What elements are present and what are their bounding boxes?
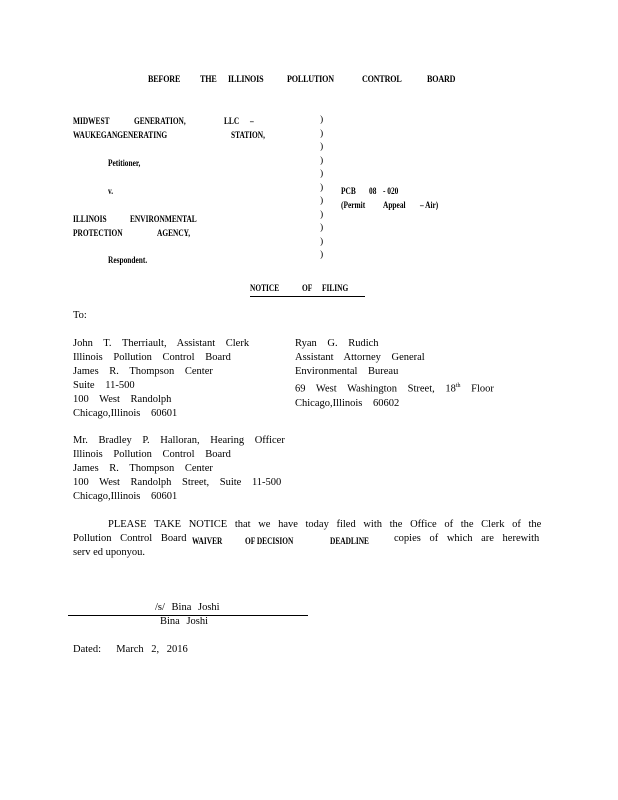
paren: ) <box>320 223 324 233</box>
address-line: Assistant Attorney General <box>295 352 425 363</box>
address-line: Environmental Bureau <box>295 366 399 377</box>
address-line: James R. Thompson Center <box>73 366 213 377</box>
petitioner-role: Petitioner, <box>108 158 141 168</box>
address-line: Chicago,Illinois 60601 <box>73 491 178 502</box>
address-line: Chicago,Illinois 60601 <box>73 408 178 419</box>
to-label: To: <box>73 310 87 321</box>
heading-word: ILLINOIS <box>228 75 264 85</box>
address-line: Illinois Pollution Control Board <box>73 352 231 363</box>
address-line: Mr. Bradley P. Halloran, Hearing Officer <box>73 435 285 446</box>
respondent-name: PROTECTION <box>73 228 123 238</box>
document-title: WAIVER <box>192 536 223 546</box>
address-line <box>295 379 494 397</box>
paren: ) <box>320 182 324 193</box>
paren: ) <box>320 115 324 125</box>
heading-word: BOARD <box>427 75 456 85</box>
case-type: Appeal <box>383 200 406 210</box>
petitioner-name: MIDWEST <box>73 116 110 126</box>
respondent-name: ILLINOIS <box>73 214 107 224</box>
heading-word: BEFORE <box>148 75 181 85</box>
signer-name: Bina Joshi <box>160 616 209 627</box>
paren: ) <box>320 236 324 247</box>
dated-line: Dated: March 2, 2016 <box>73 644 188 655</box>
notice-title <box>250 283 365 297</box>
paren: ) <box>320 169 324 179</box>
versus: v. <box>108 186 114 196</box>
notice-title-word: OF <box>302 283 313 293</box>
paren: ) <box>320 155 324 166</box>
case-number: 08 <box>369 186 377 196</box>
respondent-name: AGENCY, <box>157 228 191 238</box>
paren: ) <box>320 209 324 220</box>
signature-mark: /s/ Bina Joshi <box>155 602 220 613</box>
address-line: John T. Therriault, Assistant Clerk <box>73 338 250 349</box>
body-text: copies of which are herewith <box>394 533 540 544</box>
paren: ) <box>320 196 324 206</box>
addressee-ag <box>295 337 494 411</box>
address-text: 69 West Washington Street, 18 <box>295 383 456 395</box>
paren: ) <box>320 142 324 152</box>
body-line <box>73 532 540 546</box>
addressee-clerk <box>73 337 249 421</box>
heading-word: THE <box>200 75 217 85</box>
respondent-name: ENVIRONMENTAL <box>130 214 197 224</box>
case-number: PCB <box>341 186 356 196</box>
address-line: James R. Thompson Center <box>73 463 213 474</box>
respondent-role: Respondent. <box>108 255 148 265</box>
addressee-hearing-officer <box>73 434 285 504</box>
petitioner-name: – <box>250 116 254 126</box>
case-type: – Air) <box>420 200 439 210</box>
heading-word: CONTROL <box>362 75 402 85</box>
heading-word: POLLUTION <box>287 75 334 85</box>
body-text: Pollution Control Board <box>73 533 187 544</box>
address-line: 100 West Randolph Street, Suite 11-500 <box>73 477 282 488</box>
address-line: Chicago,Illinois 60602 <box>295 397 400 409</box>
document-title: DEADLINE <box>330 536 369 546</box>
address-line: 100 West Randolph <box>73 394 172 405</box>
address-line: Ryan G. Rudich <box>295 338 379 349</box>
notice-title-word: FILING <box>322 283 349 293</box>
body-line: serv ed uponyou. <box>73 547 146 558</box>
petitioner-name: STATION, <box>231 130 265 140</box>
document-title: OF DECISION <box>245 536 294 546</box>
petitioner-name: LLC <box>224 116 240 126</box>
paren: ) <box>320 250 324 260</box>
address-line: Suite 11-500 <box>73 380 135 391</box>
body-line: PLEASE TAKE NOTICE that we have today filed with the Office of the Clerk of the <box>108 519 542 530</box>
caption-paren-column <box>320 114 326 263</box>
case-number: - 020 <box>383 186 399 196</box>
address-line: Illinois Pollution Control Board <box>73 449 231 460</box>
ordinal-suffix: th <box>455 383 461 389</box>
paren: ) <box>320 128 324 139</box>
address-text: Floor <box>460 383 494 395</box>
petitioner-name: WAUKEGANGENERATING <box>73 130 168 140</box>
case-type: (Permit <box>341 200 366 210</box>
petitioner-name: GENERATION, <box>134 116 186 126</box>
notice-title-word: NOTICE <box>250 283 280 293</box>
